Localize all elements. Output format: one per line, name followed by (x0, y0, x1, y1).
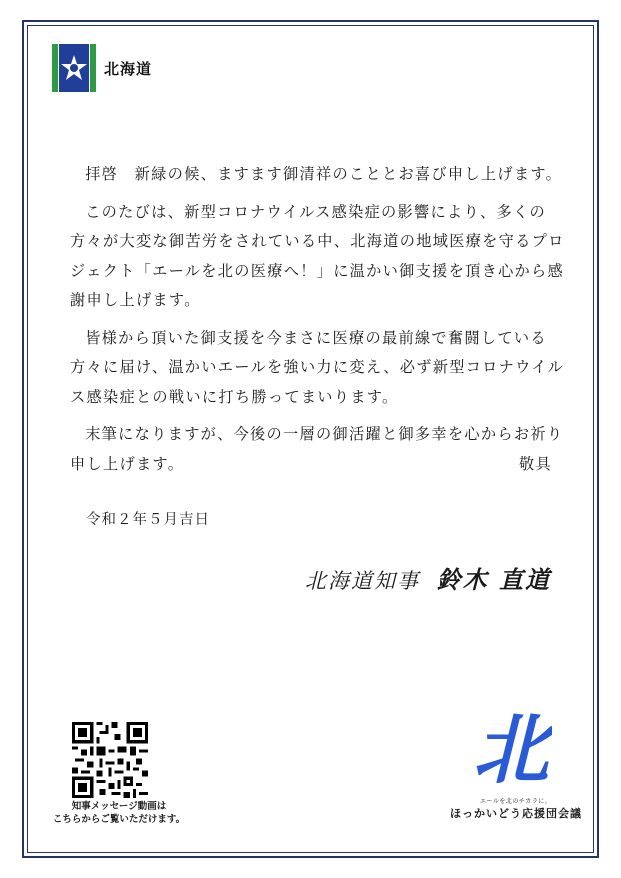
hokkaido-emblem-icon (52, 44, 96, 92)
hokkaido-logo (52, 44, 152, 92)
qr-caption (44, 800, 194, 826)
signature-name: 鈴木 直道 (436, 565, 552, 594)
thanks-paragraph: このたびは、新型コロナウイルス感染症の影響により、多くの方々が大変な御苦労をされている中、北海道の地域医療を守るプロジェクト「エールを北の医療へ！」に温かい御支援を頂き心から感謝申し上げます。 (70, 202, 565, 309)
kita-support-logo-icon (470, 706, 552, 788)
qr-caption-line: 知事メッセージ動画は (71, 801, 167, 812)
closing-paragraph: 末筆になりますが、今後の一層の御活躍と御多幸を心からお祈り申し上げます。 (70, 425, 564, 473)
letter-body (70, 160, 570, 487)
logo-text: 北海道 (104, 59, 153, 78)
qr-code-icon[interactable] (72, 722, 148, 798)
governor-signature (305, 560, 551, 595)
svg-text:北: 北 (473, 706, 549, 788)
signature-title: 北海道知事 (305, 569, 420, 593)
greeting-paragraph: 拝啓 新緑の候、ますます御清祥のこととお喜び申し上げます。 (85, 165, 563, 183)
qr-caption-line: こちらからご覧いただけます。 (52, 814, 186, 825)
closing-word: 敬具 (519, 454, 552, 473)
support-org-name: ほっかいどう応援団会議 (450, 807, 582, 820)
support-tagline: エールを北のチカラに。 (480, 798, 552, 805)
letter-date: 令和２年５月吉日 (86, 512, 210, 528)
closing-row (70, 420, 570, 479)
support-paragraph: 皆様から頂いた御支援を今まさに医療の最前線で奮闘している方々に届け、温かいエールを強い力に変え、必ず新型コロナウイルス感染症との戦いに打ち勝ってまいります。 (70, 328, 565, 406)
